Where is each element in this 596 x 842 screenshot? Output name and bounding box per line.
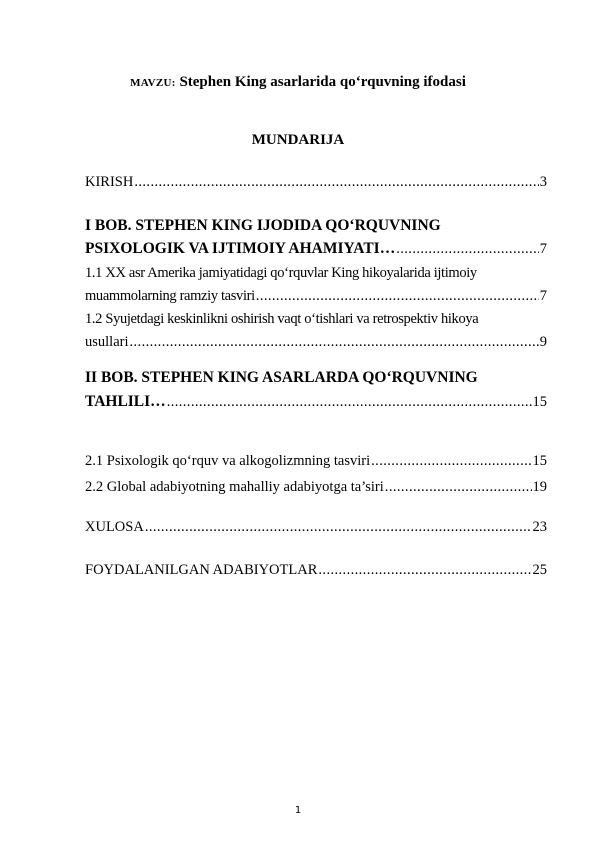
dot-leader — [385, 478, 532, 496]
toc-entry-label: 2.1 Psixologik qo‘rquv va alkogolizmning tasviri — [85, 453, 371, 469]
toc-entry-section-2-1[interactable] — [85, 452, 547, 470]
contents-heading: MUNDARIJA — [251, 132, 345, 148]
toc-entry-label: FOYDALANILGAN ADABIYOTLAR — [85, 562, 318, 578]
toc-entry-section-2-2[interactable] — [85, 478, 547, 496]
toc-entry-label-cont: PSIXOLOGIK VA IJTIMOIY AHAMIYATI… — [85, 240, 396, 257]
dot-leader — [396, 239, 539, 259]
toc-entry-conclusion[interactable] — [85, 518, 547, 536]
toc-entry-label: 1.2 Syujetdagi keskinlikni oshirish vaqt o‘tishlari va retrospektiv hikoya — [85, 311, 479, 327]
toc-entry-chapter-1[interactable] — [85, 216, 547, 259]
toc-entry-label: II BOB. STEPHEN KING ASARLARDA QO‘RQUVNING — [85, 369, 478, 386]
toc-page-number: 7 — [539, 241, 547, 257]
toc-entry-label: KIRISH — [85, 174, 134, 190]
toc-entry-label-cont: muammolarning ramziy tasviri — [85, 288, 255, 304]
topic-label: MAVZU: — [130, 77, 176, 89]
toc-page-number: 23 — [532, 519, 547, 535]
dot-leader — [130, 333, 539, 351]
toc-entry-label-cont: TAHLILI… — [85, 393, 166, 410]
dot-leader — [371, 452, 531, 470]
dot-leader — [134, 173, 538, 191]
dot-leader — [318, 561, 531, 579]
topic-title: Stephen King asarlarida qo‘rquvning ifodasi — [175, 74, 466, 90]
toc-entry-label: XULOSA — [85, 519, 144, 535]
toc-entry-section-1-1[interactable] — [85, 264, 547, 305]
toc-entry-references[interactable] — [85, 561, 547, 579]
dot-leader — [145, 518, 532, 536]
toc-entry-label-cont: usullari — [85, 334, 129, 350]
toc-entry-chapter-2[interactable] — [85, 368, 547, 412]
toc-page-number: 3 — [539, 174, 547, 190]
toc-entry-intro[interactable] — [85, 173, 547, 191]
toc-page-number: 9 — [539, 334, 547, 350]
toc-page-number: 15 — [532, 453, 547, 469]
toc-page-number: 7 — [539, 288, 547, 304]
dot-leader — [256, 287, 539, 305]
dot-leader — [167, 392, 532, 412]
toc-entry-section-1-2[interactable] — [85, 310, 547, 351]
page-number: 1 — [294, 805, 302, 816]
toc-page-number: 25 — [532, 562, 547, 578]
toc-page-number: 19 — [532, 479, 547, 495]
toc-entry-label: 2.2 Global adabiyotning mahalliy adabiyotga ta’siri — [85, 479, 384, 495]
topic-heading — [0, 74, 596, 91]
toc-page-number: 15 — [532, 394, 547, 410]
toc-entry-label: I BOB. STEPHEN KING IJODIDA QO‘RQUVNING — [85, 217, 441, 234]
toc-entry-label: 1.1 XX asr Amerika jamiyatidagi qo‘rquvlar King hikoyalarida ijtimoiy — [85, 265, 477, 281]
